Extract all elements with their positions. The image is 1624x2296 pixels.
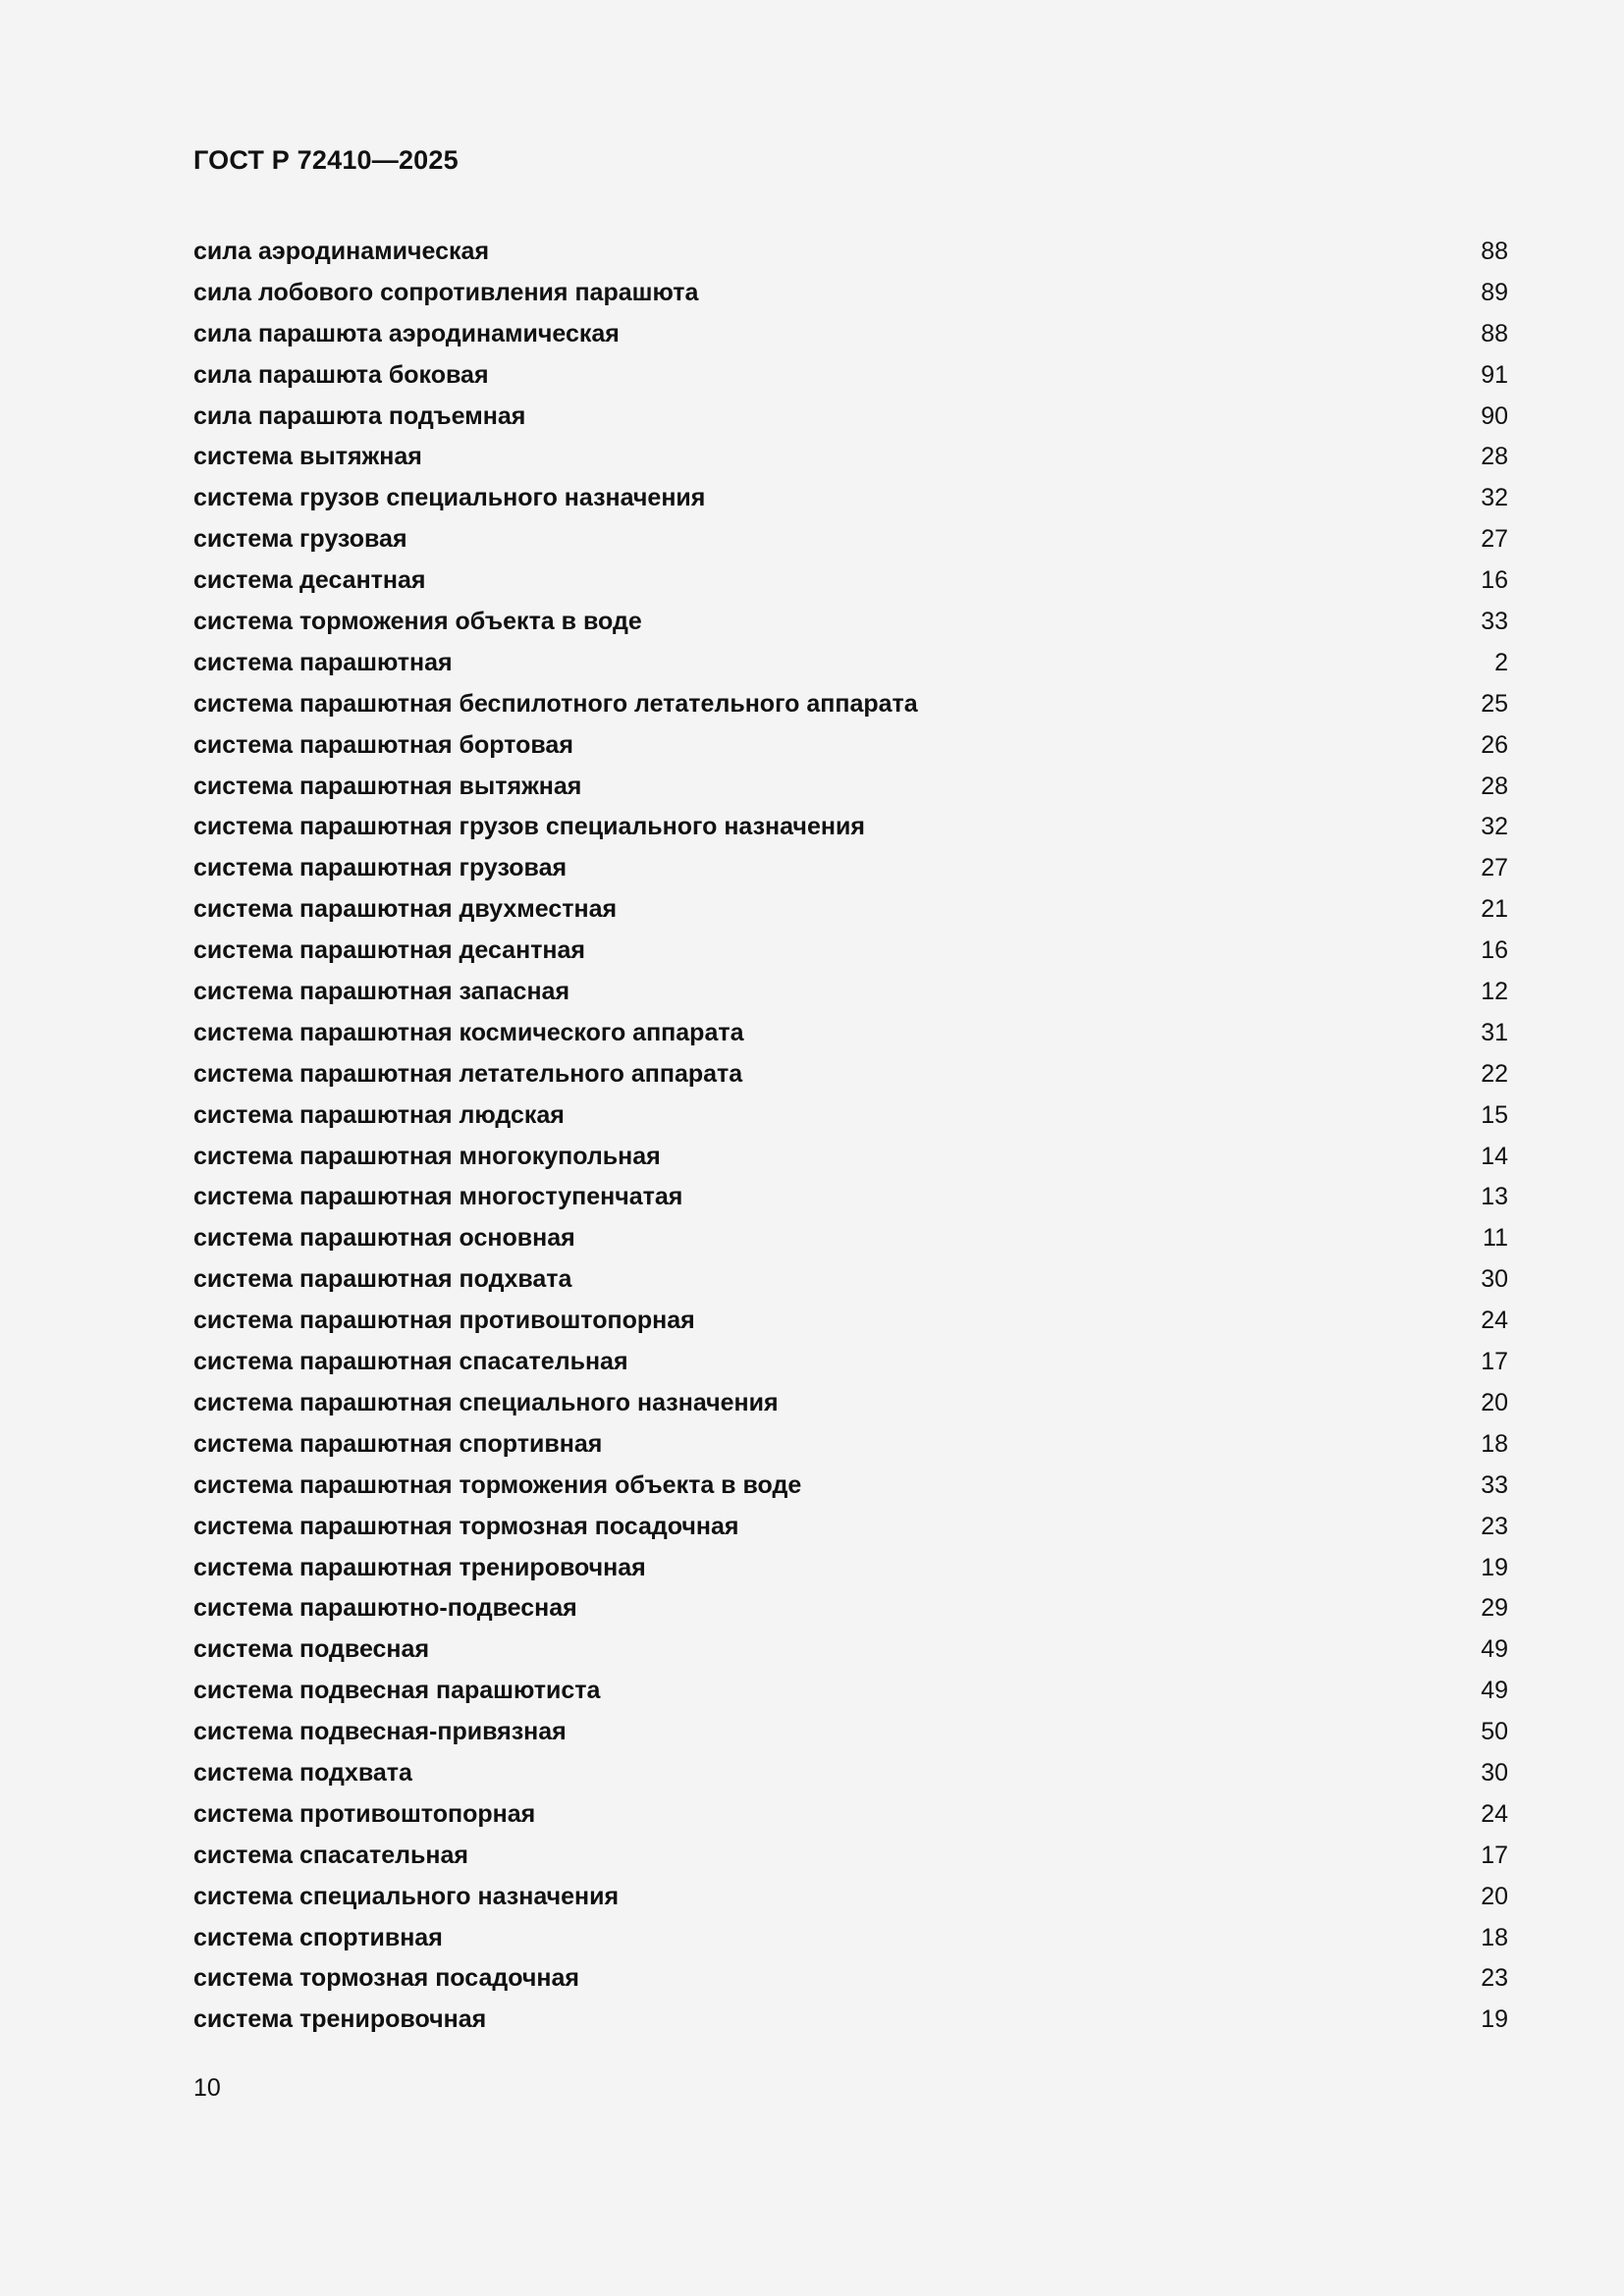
index-term: система парашютная грузовая bbox=[193, 854, 568, 882]
index-ref-number: 32 bbox=[1481, 813, 1508, 841]
index-row bbox=[193, 1224, 1508, 1265]
index-term: система грузов специального назначения bbox=[193, 484, 706, 512]
index-row bbox=[193, 1842, 1508, 1883]
index-term: система противоштопорная bbox=[193, 1799, 536, 1828]
index-row bbox=[193, 1677, 1508, 1718]
index-term: система парашютная тренировочная bbox=[193, 1553, 646, 1581]
index-ref-number: 12 bbox=[1481, 978, 1508, 1006]
index-term: система парашютная торможения объекта в воде bbox=[193, 1470, 802, 1499]
index-term: система парашютная бортовая bbox=[193, 730, 573, 759]
index-row bbox=[193, 608, 1508, 649]
index-ref-number: 17 bbox=[1481, 1348, 1508, 1376]
index-ref-number: 27 bbox=[1481, 525, 1508, 554]
index-term: сила парашюта аэродинамическая bbox=[193, 319, 620, 347]
index-row bbox=[193, 1594, 1508, 1635]
index-row bbox=[193, 443, 1508, 484]
index-ref-number: 14 bbox=[1481, 1142, 1508, 1170]
index-row bbox=[193, 773, 1508, 814]
index-ref-number: 22 bbox=[1481, 1059, 1508, 1088]
index-ref-number: 30 bbox=[1481, 1758, 1508, 1787]
index-row bbox=[193, 2005, 1508, 2047]
index-term: сила парашюта подъемная bbox=[193, 401, 526, 430]
index-row bbox=[193, 1143, 1508, 1184]
index-term: система парашютно-подвесная bbox=[193, 1594, 577, 1623]
index-term: система парашютная многоступенчатая bbox=[193, 1183, 683, 1211]
index-ref-number: 16 bbox=[1481, 936, 1508, 965]
index-ref-number: 20 bbox=[1481, 1882, 1508, 1910]
index-ref-number: 49 bbox=[1481, 1635, 1508, 1664]
index-term: система подвесная парашютиста bbox=[193, 1677, 601, 1705]
index-term: система тренировочная bbox=[193, 2005, 487, 2034]
index-term: система парашютная космического аппарата bbox=[193, 1018, 744, 1046]
index-row bbox=[193, 854, 1508, 895]
index-ref-number: 88 bbox=[1481, 319, 1508, 347]
index-ref-number: 24 bbox=[1481, 1799, 1508, 1828]
index-term: система подвесная bbox=[193, 1635, 430, 1664]
index-ref-number: 13 bbox=[1481, 1183, 1508, 1211]
index-row bbox=[193, 566, 1508, 608]
index-ref-number: 33 bbox=[1481, 608, 1508, 636]
index-ref-number: 19 bbox=[1481, 1553, 1508, 1581]
index-term: система парашютная bbox=[193, 648, 453, 676]
index-term: система парашютная многокупольная bbox=[193, 1142, 661, 1170]
index-ref-number: 17 bbox=[1481, 1841, 1508, 1869]
index-row bbox=[193, 690, 1508, 731]
index-term: система парашютная летательного аппарата bbox=[193, 1059, 743, 1088]
index-term: система подвесная-привязная bbox=[193, 1718, 567, 1746]
term-index-list bbox=[193, 238, 1508, 2047]
index-term: система парашютная спасательная bbox=[193, 1348, 628, 1376]
index-row bbox=[193, 279, 1508, 320]
index-row bbox=[193, 1883, 1508, 1924]
index-term: система парашютная людская bbox=[193, 1100, 565, 1129]
index-row bbox=[193, 731, 1508, 773]
index-row bbox=[193, 1101, 1508, 1143]
index-row bbox=[193, 936, 1508, 978]
index-ref-number: 32 bbox=[1481, 484, 1508, 512]
index-ref-number: 29 bbox=[1481, 1594, 1508, 1623]
index-term: система парашютная основная bbox=[193, 1224, 575, 1253]
index-ref-number: 30 bbox=[1481, 1265, 1508, 1294]
index-row bbox=[193, 649, 1508, 690]
index-ref-number: 31 bbox=[1481, 1018, 1508, 1046]
index-term: система подхвата bbox=[193, 1758, 412, 1787]
index-row bbox=[193, 1019, 1508, 1060]
index-ref-number: 20 bbox=[1481, 1388, 1508, 1416]
index-term: сила лобового сопротивления парашюта bbox=[193, 278, 699, 306]
index-row bbox=[193, 1307, 1508, 1348]
index-ref-number: 19 bbox=[1481, 2005, 1508, 2034]
index-row bbox=[193, 813, 1508, 854]
index-term: система парашютная двухместная bbox=[193, 895, 618, 924]
index-ref-number: 23 bbox=[1481, 1512, 1508, 1540]
index-row bbox=[193, 1348, 1508, 1389]
index-row bbox=[193, 1430, 1508, 1471]
index-ref-number: 28 bbox=[1481, 443, 1508, 471]
index-row bbox=[193, 1718, 1508, 1759]
index-ref-number: 88 bbox=[1481, 238, 1508, 265]
index-term: система тормозная посадочная bbox=[193, 1964, 579, 1993]
index-ref-number: 16 bbox=[1481, 566, 1508, 595]
index-term: система грузовая bbox=[193, 525, 407, 554]
index-term: сила парашюта боковая bbox=[193, 360, 489, 389]
index-ref-number: 2 bbox=[1494, 648, 1508, 676]
index-ref-number: 33 bbox=[1481, 1470, 1508, 1499]
index-ref-number: 18 bbox=[1481, 1429, 1508, 1458]
index-row bbox=[193, 238, 1508, 279]
index-term: сила аэродинамическая bbox=[193, 238, 490, 265]
index-ref-number: 18 bbox=[1481, 1923, 1508, 1951]
index-term: система парашютная подхвата bbox=[193, 1265, 572, 1294]
index-ref-number: 49 bbox=[1481, 1677, 1508, 1705]
index-row bbox=[193, 1265, 1508, 1307]
index-row bbox=[193, 1389, 1508, 1430]
index-term: система вытяжная bbox=[193, 443, 422, 471]
index-ref-number: 25 bbox=[1481, 689, 1508, 718]
index-ref-number: 50 bbox=[1481, 1718, 1508, 1746]
index-row bbox=[193, 1964, 1508, 2005]
index-ref-number: 11 bbox=[1483, 1224, 1508, 1253]
index-row bbox=[193, 402, 1508, 444]
index-term: система спортивная bbox=[193, 1923, 443, 1951]
index-ref-number: 23 bbox=[1481, 1964, 1508, 1993]
index-ref-number: 27 bbox=[1481, 854, 1508, 882]
index-ref-number: 15 bbox=[1481, 1100, 1508, 1129]
index-row bbox=[193, 361, 1508, 402]
index-row bbox=[193, 1554, 1508, 1595]
index-term: система спасательная bbox=[193, 1841, 469, 1869]
page-number: 10 bbox=[193, 2074, 221, 2102]
index-term: система парашютная беспилотного летательного аппарата bbox=[193, 689, 918, 718]
index-term: система специального назначения bbox=[193, 1882, 620, 1910]
index-row bbox=[193, 320, 1508, 361]
index-term: система парашютная грузов специального назначения bbox=[193, 813, 865, 841]
index-row bbox=[193, 1924, 1508, 1965]
document-header: ГОСТ Р 72410—2025 bbox=[193, 145, 459, 175]
index-term: система десантная bbox=[193, 566, 426, 595]
index-row bbox=[193, 978, 1508, 1019]
index-ref-number: 91 bbox=[1481, 360, 1508, 389]
index-row bbox=[193, 895, 1508, 936]
index-term: система парашютная противоштопорная bbox=[193, 1307, 695, 1335]
index-row bbox=[193, 1759, 1508, 1800]
index-ref-number: 89 bbox=[1481, 278, 1508, 306]
index-row bbox=[193, 484, 1508, 525]
index-term: система парашютная спортивная bbox=[193, 1429, 603, 1458]
index-term: система парашютная запасная bbox=[193, 978, 570, 1006]
index-row bbox=[193, 1471, 1508, 1513]
index-row bbox=[193, 1800, 1508, 1842]
index-term: система парашютная тормозная посадочная bbox=[193, 1512, 739, 1540]
index-term: система парашютная вытяжная bbox=[193, 772, 582, 800]
index-term: система парашютная специального назначения bbox=[193, 1388, 779, 1416]
index-row bbox=[193, 1635, 1508, 1677]
index-row bbox=[193, 1183, 1508, 1224]
index-ref-number: 90 bbox=[1481, 401, 1508, 430]
index-row bbox=[193, 1513, 1508, 1554]
index-ref-number: 24 bbox=[1481, 1307, 1508, 1335]
index-ref-number: 28 bbox=[1481, 772, 1508, 800]
index-row bbox=[193, 525, 1508, 566]
index-ref-number: 21 bbox=[1481, 895, 1508, 924]
index-term: система торможения объекта в воде bbox=[193, 608, 642, 636]
index-term: система парашютная десантная bbox=[193, 936, 586, 965]
index-ref-number: 26 bbox=[1481, 730, 1508, 759]
index-row bbox=[193, 1060, 1508, 1101]
